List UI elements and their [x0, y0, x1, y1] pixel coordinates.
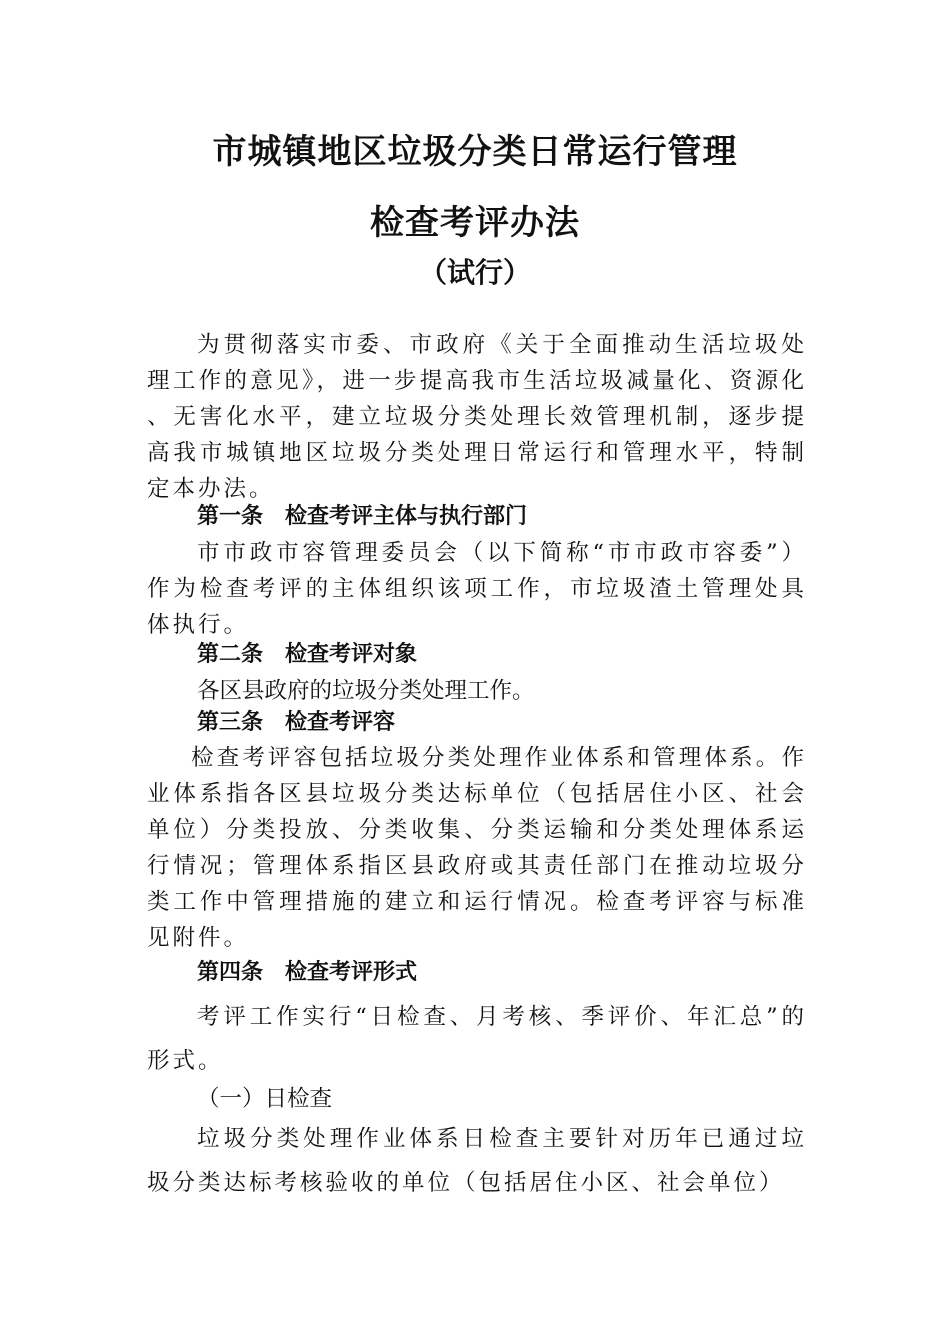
section1-heading: （一）日检查 [197, 1086, 333, 1112]
section1-body: 垃圾分类处理作业体系日检查主要针对历年已通过垃圾分类达标考核验收的单位（包括居住小区、社会单位） [147, 1126, 807, 1196]
article3-heading: 第三条 检查考评容 [197, 710, 396, 735]
article2-heading: 第二条 检查考评对象 [197, 642, 418, 667]
article4-heading: 第四条 检查考评形式 [197, 960, 418, 985]
article2-body: 各区县政府的垃圾分类处理工作。 [197, 678, 535, 704]
article4-body: 考评工作实行“日检查、月考核、季评价、年汇总”的形式。 [147, 1004, 807, 1074]
intro-paragraph: 为贯彻落实市委、市政府《关于全面推动生活垃圾处理工作的意见》，进一步提高我市生活垃圾减量化、资源化、无害化水平，建立垃圾分类处理长效管理机制，逐步提高我市城镇地区垃圾分类处理日常运行和管理水平，特制定本办法。 [147, 332, 807, 502]
document-title-line1: 市城镇地区垃圾分类日常运行管理 [212, 132, 738, 172]
article3-body: 检查考评容包括垃圾分类处理作业体系和管理体系。作业体系指各区县垃圾分类达标单位（包括居住小区、社会单位）分类投放、分类收集、分类运输和分类处理体系运行情况；管理体系指区县政府或其责任部门在推动垃圾分类工作中管理措施的建立和运行情况。检查考评容与标准见附件。 [147, 745, 807, 951]
document-title-line2: 检查考评办法 [370, 203, 580, 243]
article1-heading: 第一条 检查考评主体与执行部门 [197, 504, 528, 529]
document-subtitle: （试行） [418, 256, 531, 289]
article1-body: 市市政市容管理委员会（以下简称“市市政市容委”）作为检查考评的主体组织该项工作，市垃圾渣土管理处具体执行。 [147, 540, 807, 638]
